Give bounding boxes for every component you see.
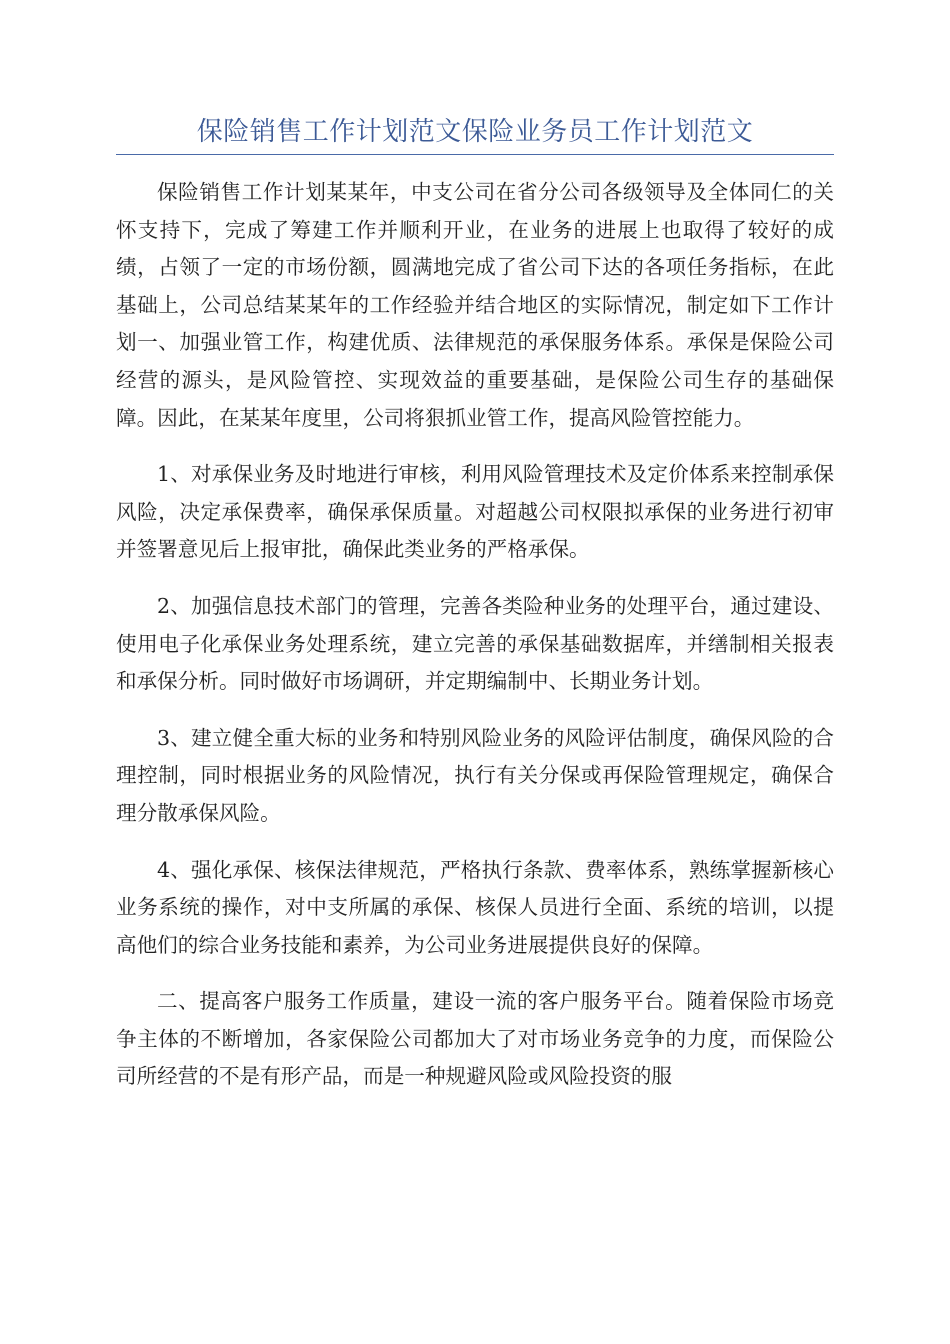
paragraph-item-2: 2、加强信息技术部门的管理，完善各类险种业务的处理平台，通过建设、使用电子化承保业务处理系统，建立完善的承保基础数据库，并缮制相关报表和承保分析。同时做好市场调研，并定期编制中、长期业务计划。 (116, 593, 834, 694)
paragraph-item-1: 1、对承保业务及时地进行审核，利用风险管理技术及定价体系来控制承保风险，决定承保费率，确保承保质量。对超越公司权限拟承保的业务进行初审并签署意见后上报审批，确保此类业务的严格承保。 (116, 462, 834, 562)
paragraph-item-3: 3、建立健全重大标的业务和特别风险业务的风险评估制度，确保风险的合理控制，同时根据业务的风险情况，执行有关分保或再保险管理规定，确保合理分散承保风险。 (116, 725, 834, 825)
paragraph-section-2: 二、提高客户服务工作质量，建设一流的客户服务平台。随着保险市场竞争主体的不断增加，各家保险公司都加大了对市场业务竞争的力度，而保险公司所经营的不是有形产品，而是一种规避风险或风险投资的服 (116, 989, 834, 1089)
paragraph-intro: 保险销售工作计划某某年，中支公司在省分公司各级领导及全体同仁的关怀支持下，完成了筹建工作并顺利开业，在业务的进展上也取得了较好的成绩，占领了一定的市场份额，圆满地完成了省公司下达的各项任务指标，在此基础上，公司总结某某年的工作经验并结合地区的实际情况，制定如下工作计划一、加强业管工作，构建优质、法律规范的承保服务体系。承保是保险公司经营的源头，是风险管控、实现效益的重要基础，是保险公司生存的基础保障。因此，在某某年度里，公司将狠抓业管工作，提高风险管控能力。 (116, 180, 834, 430)
paragraph-item-4: 4、强化承保、核保法律规范，严格执行条款、费率体系，熟练掌握新核心业务系统的操作，对中支所属的承保、核保人员进行全面、系统的培训，以提高他们的综合业务技能和素养，为公司业务进展提供良好的保障。 (116, 857, 834, 957)
document-body (116, 174, 834, 1115)
document-title: 保险销售工作计划范文保险业务员工作计划范文 (196, 117, 754, 147)
title-underline (116, 154, 834, 155)
